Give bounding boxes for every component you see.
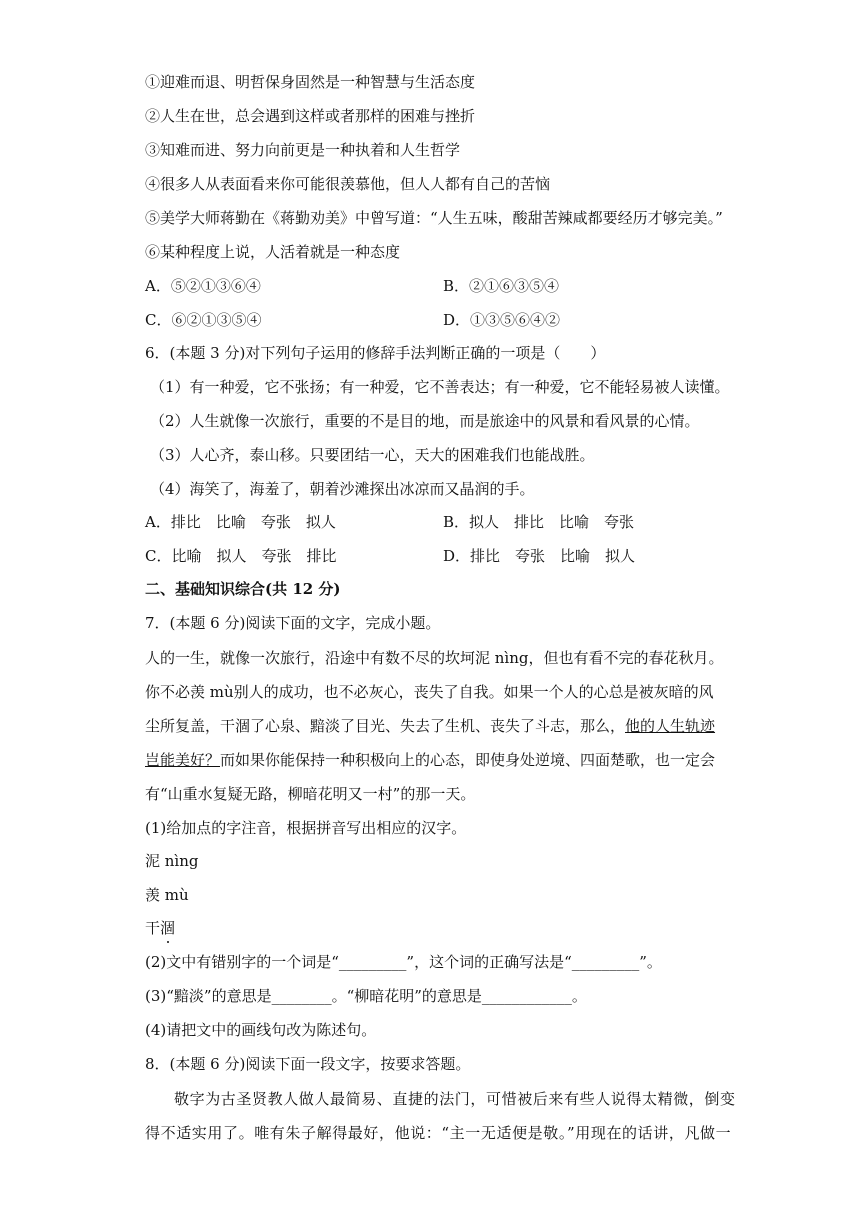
q5-option-c[interactable]: C．⑥②①③⑤④ (145, 311, 262, 329)
q5-item-6: ⑥某种程度上说，人活着就是一种态度 (145, 243, 401, 261)
q6-sentence-4: （4）海笑了，海羞了，朝着沙滩探出冰凉而又晶润的手。 (150, 480, 535, 498)
q7-passage-line-4 (145, 750, 715, 770)
q7-stem: 7．(本题 6 分)阅读下面的文字，完成小题。 (145, 614, 441, 632)
q7-gan-char: 干 (145, 919, 161, 937)
q6-sentence-2: （2）人生就像一次旅行，重要的不是目的地，而是旅途中的风景和看风景的心情。 (150, 412, 700, 430)
q5-item-1: ①迎难而退、明哲保身固然是一种智慧与生活态度 (145, 73, 476, 91)
q7-sub2: (2)文中有错别字的一个词是“_________”，这个词的正确写法是“_________”。 (145, 953, 662, 971)
q7-sub1: (1)给加点的字注音，根据拼音写出相应的汉字。 (145, 819, 467, 837)
q5-item-4: ④很多人从表面看来你可能很羡慕他，但人人都有自己的苦恼 (145, 175, 551, 193)
q7-answer-ni: 泥 nìng (145, 852, 199, 870)
q5-option-a[interactable]: A．⑤②①③⑥④ (145, 277, 261, 295)
q6-sentence-1: （1）有一种爱，它不张扬；有一种爱，它不善表达；有一种爱，它不能轻易被人读懂。 (150, 378, 730, 396)
q8-paragraph-line-1: 敬字为古圣贤教人做人最简易、直捷的法门，可惜被后来有些人说得太精微，倒变 (174, 1090, 736, 1108)
q7-answer-xian: 羡 mù (145, 886, 189, 904)
q7-passage-line-3 (145, 716, 715, 736)
q8-paragraph-line-2: 得不适实用了。唯有朱子解得最好，他说：“主一无适便是敬。”用现在的话讲，凡做一 (145, 1124, 732, 1142)
q5-item-3: ③知难而进、努力向前更是一种执着和人生哲学 (145, 141, 461, 159)
q7-passage-line-5: 有“山重水复疑无路，柳暗花明又一村”的那一天。 (145, 785, 476, 803)
q7-answer-gan (145, 918, 175, 938)
q5-item-5: ⑤美学大师蒋勤在《蒋勤劝美》中曾写道：“人生五味，酸甜苦辣咸都要经历才够完美。” (145, 209, 723, 227)
section-2-title: 二、基础知识综合(共 12 分) (145, 580, 341, 598)
q7-passage-line-3-text: 尘所复盖，干涸了心泉、黯淡了目光、失去了生机、丧失了斗志，那么， (145, 717, 626, 735)
q5-item-2: ②人生在世，总会遇到这样或者那样的困难与挫折 (145, 107, 476, 125)
q7-underlined-sentence-part-2: 岂能美好？ (145, 751, 221, 769)
q6-sentence-3: （3）人心齐，泰山移。只要团结一心，天大的困难我们也能战胜。 (150, 446, 595, 464)
q6-option-a[interactable]: A．排比 比喻 夸张 拟人 (145, 513, 336, 531)
q7-dotted-char: 涸 (160, 919, 176, 937)
q5-option-d[interactable]: D．①③⑤⑥④② (443, 311, 561, 329)
q6-option-c[interactable]: C．比喻 拟人 夸张 排比 (145, 547, 337, 565)
q7-passage-line-1: 人的一生，就像一次旅行，沿途中有数不尽的坎坷泥 nìng，但也有看不完的春花秋月。 (145, 649, 724, 667)
q7-passage-line-4-text: 而如果你能保持一种积极向上的心态，即使身处逆境、四面楚歌，也一定会 (220, 751, 716, 769)
q7-sub3: (3)“黯淡”的意思是________。“柳暗花明”的意思是____________。 (145, 987, 587, 1005)
q6-option-b[interactable]: B．拟人 排比 比喻 夸张 (443, 513, 635, 531)
q7-sub4: (4)请把文中的画线句改为陈述句。 (145, 1021, 377, 1039)
q6-option-d[interactable]: D．排比 夸张 比喻 拟人 (443, 547, 636, 565)
q8-stem: 8．(本题 6 分)阅读下面一段文字，按要求答题。 (145, 1055, 471, 1073)
q7-passage-line-2: 你不必羡 mù别人的成功，也不必灰心，丧失了自我。如果一个人的心总是被灰暗的风 (145, 683, 714, 701)
q5-option-b[interactable]: B．②①⑥③⑤④ (443, 277, 560, 295)
q7-underlined-sentence-part-1: 他的人生轨迹 (625, 717, 716, 735)
q6-stem: 6．(本题 3 分)对下列句子运用的修辞手法判断正确的一项是（ ） (145, 344, 606, 362)
